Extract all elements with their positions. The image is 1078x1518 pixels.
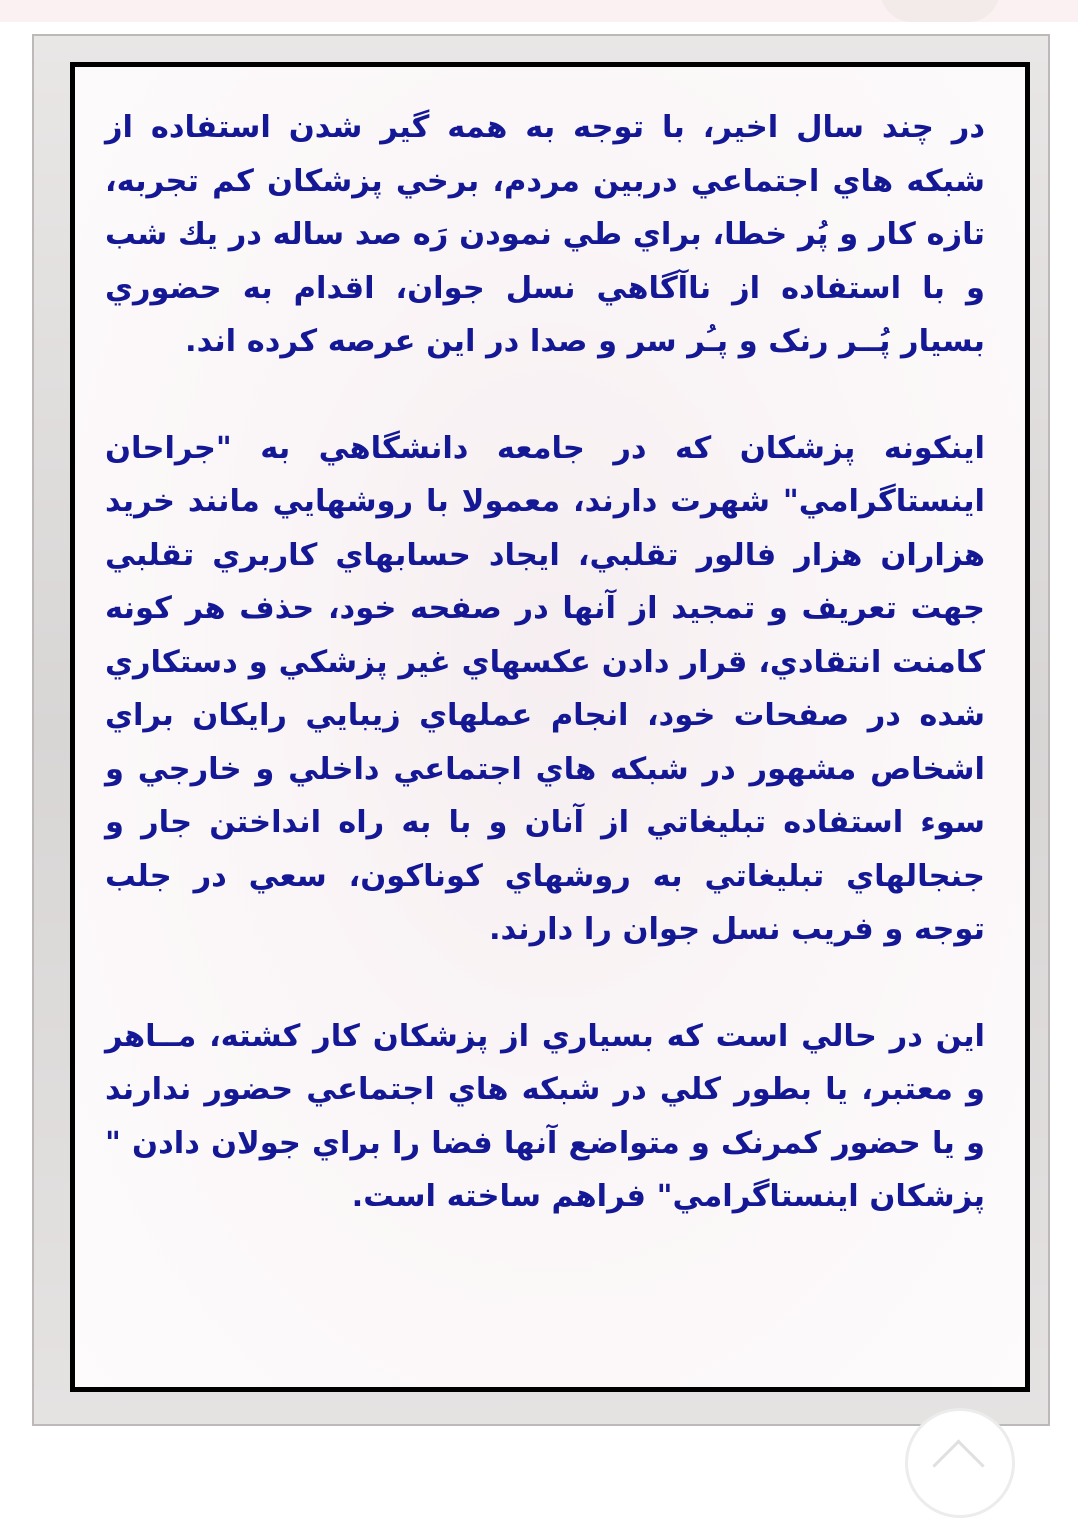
- paragraph-1: در چند سال اخير، با توجه به همه گير شدن استفاده از شبكه هاي اجتماعي دربين مردم، برخي پزشكان كم تجربه، تازه كار و پُر خطا، براي طي نمودن رَه صد ساله در يك شب و با استفاده از ناآگاهي نسل جوان، اقدام به حضوري بسيار پُــر رنک و پـُر سر و صدا در اين عرصه كرده اند.: [105, 110, 985, 359]
- paragraph-2: اينكونه پزشكان كه در جامعه دانشگاهي به "جراحان اينستاگرامي" شهرت دارند، معمولا با روشهايي مانند خريد هزاران هزار فالور تقلبي، ايجاد حسابهاي كاربري تقلبي جهت تعريف و تمجيد از آنها در صفحه خود، حذف هر كونه كامنت انتقادي، قرار دادن عكسهاي غير پزشكي و دستكاري شده در صفحات خود، انجام عملهاي زيبايي رايكان براي اشخاص مشهور در شبكه هاي اجتماعي داخلي و خارجي و سوء استفاده تبليغاتي از آنان و با به راه انداختن جار و جنجالهاي تبليغاتي به روشهاي كوناكون، سعي در جلب توجه و فريب نسل جوان را دارند.: [105, 430, 985, 947]
- chevron-up-icon: [932, 1439, 984, 1491]
- top-bar: [0, 0, 1078, 22]
- article-panel: [70, 62, 1030, 1392]
- paragraph-3: اين در حالي است كه بسياري از پزشكان كار كشته، مــاهر و معتبر، يا بطور كلي در شبكه هاي اجتماعي حضور ندارند و يا حضور كمرنک و متواضع آنها فضا را براي جولان دادن " پزشكان اينستاگرامي" فراهم ساخته است.: [105, 1018, 985, 1214]
- article-text: [105, 101, 985, 1277]
- top-logo-fragment: [620, 0, 790, 20]
- scroll-to-top-button[interactable]: [905, 1408, 1015, 1518]
- avatar: [880, 0, 1000, 22]
